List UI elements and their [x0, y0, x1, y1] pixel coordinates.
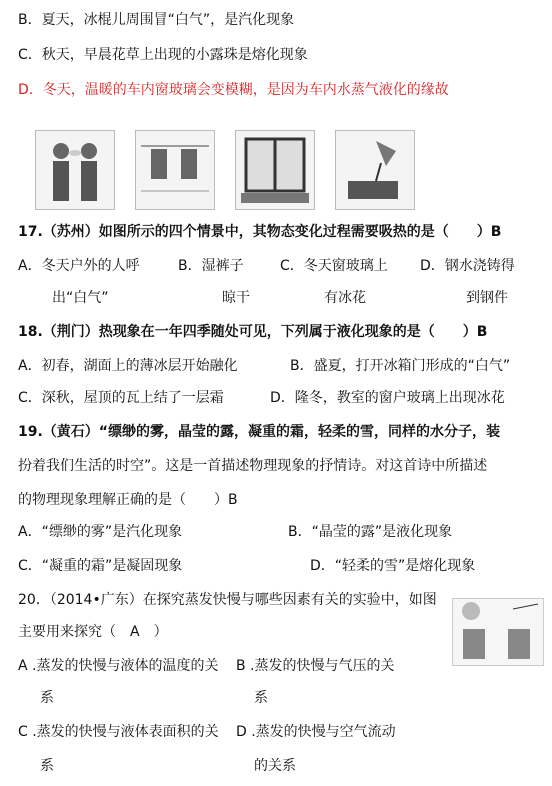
- q16-option-c: C．秋天，早晨花草上出现的小露珠是熔化现象: [18, 47, 308, 63]
- q18-option-d: D．隆冬，教室的窗户玻璃上出现冰花: [270, 390, 505, 406]
- molten-steel-icon: [335, 130, 415, 210]
- q19-stem-1: 19.（黄石）“缥缈的雾，晶莹的露，凝重的霜，轻柔的雪，同样的水分子，装: [18, 424, 500, 440]
- q20-option-c: C .蒸发的快慢与液体表面积的关: [18, 724, 219, 740]
- q20-stem-2: 主要用来探究（ A ）: [18, 624, 168, 640]
- q17-stem: 17.（苏州）如图所示的四个情景中，其物态变化过程需要吸热的是（ ）B: [18, 224, 502, 240]
- q19-option-c: C．“凝重的霜”是凝固现象: [18, 558, 183, 574]
- q20-option-d: D .蒸发的快慢与空气流动: [236, 724, 396, 740]
- q18-option-a: A．初春，湖面上的薄冰层开始融化: [18, 358, 238, 374]
- q17-option-a-cont: 出“白气”: [52, 290, 109, 306]
- q19-option-a: A．“缥缈的雾”是汽化现象: [18, 524, 183, 540]
- q19-stem-3: 的物理现象理解正确的是（ ）B: [18, 492, 238, 508]
- q18-stem: 18.（荆门）热现象在一年四季随处可见，下列属于液化现象的是（ ）B: [18, 324, 488, 340]
- q17-option-c-cont: 有冰花: [324, 290, 366, 306]
- q17-option-d-cont: 到钢件: [466, 290, 508, 306]
- q20-option-a: A .蒸发的快慢与液体的温度的关: [18, 658, 219, 674]
- q19-stem-2: 扮着我们生活的时空”。这是一首描述物理现象的抒情诗。对这首诗中所描述: [18, 458, 488, 474]
- window-frost-icon: [235, 130, 315, 210]
- q17-option-b: B．湿裤子: [178, 258, 244, 274]
- q18-option-b: B．盛夏，打开冰箱门形成的“白气”: [290, 358, 511, 374]
- q19-option-d: D．“轻柔的雪”是熔化现象: [310, 558, 476, 574]
- q17-option-d: D．钢水浇铸得: [420, 258, 515, 274]
- evaporation-setup-icon: [452, 598, 544, 666]
- q19-option-b: B．“晶莹的露”是液化现象: [288, 524, 453, 540]
- q17-option-b-cont: 晾干: [222, 290, 250, 306]
- q20-option-a-cont: 系: [40, 690, 54, 706]
- q20-option-b-cont: 系: [254, 690, 268, 706]
- q17-option-a: A．冬天户外的人呼: [18, 258, 140, 274]
- people-breath-icon: [35, 130, 115, 210]
- clothesline-icon: [135, 130, 215, 210]
- q20-option-d-cont: 的关系: [254, 758, 296, 774]
- q20-stem-1: 20．（2014•广东）在探究蒸发快慢与哪些因素有关的实验中，如图: [18, 592, 437, 608]
- q16-option-d: D．冬天，温暖的车内窗玻璃会变模糊，是因为车内水蒸气液化的缘故: [18, 82, 449, 98]
- q18-option-c: C．深秋，屋顶的瓦上结了一层霜: [18, 390, 224, 406]
- q16-option-b: B．夏天，冰棍儿周围冒“白气”，是汽化现象: [18, 12, 295, 28]
- q20-option-c-cont: 系: [40, 758, 54, 774]
- q17-option-c: C．冬天窗玻璃上: [280, 258, 388, 274]
- q20-option-b: B .蒸发的快慢与气压的关: [236, 658, 395, 674]
